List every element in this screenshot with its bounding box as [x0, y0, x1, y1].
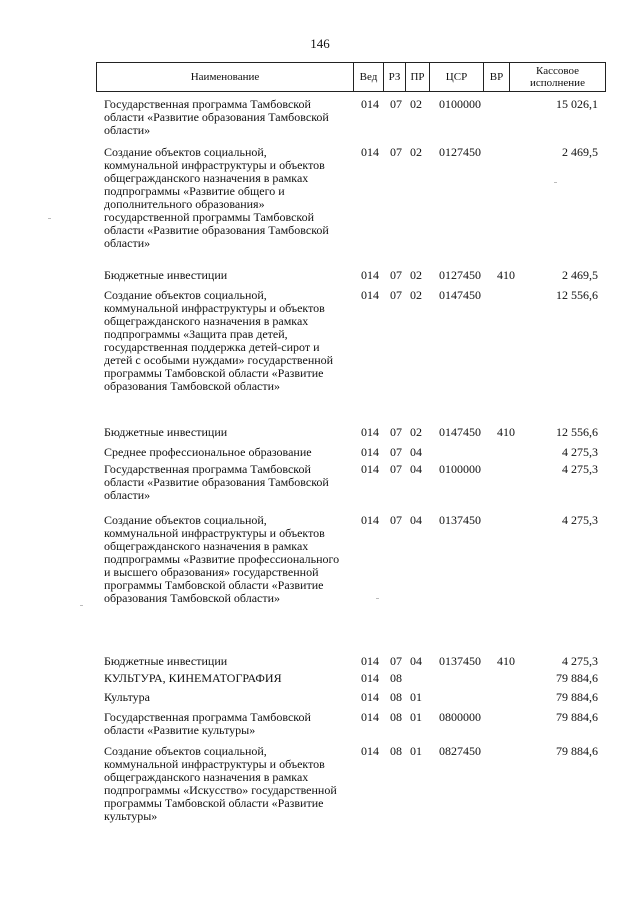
row-ved: 014 [361, 268, 379, 282]
row-csr: 0800000 [439, 710, 481, 724]
header-pr: ПР [405, 63, 429, 91]
row-rz: 07 [390, 425, 402, 439]
row-csr: 0147450 [439, 425, 481, 439]
header-sum: Кассовое исполнение [509, 63, 605, 91]
row-rz: 08 [390, 710, 402, 724]
row-pr: 04 [410, 462, 422, 476]
row-csr: 0100000 [439, 462, 481, 476]
row-sum: 79 884,6 [556, 710, 598, 724]
row-ved: 014 [361, 288, 379, 302]
row-ved: 014 [361, 145, 379, 159]
row-rz: 07 [390, 97, 402, 111]
row-sum: 79 884,6 [556, 744, 598, 758]
row-rz: 07 [390, 462, 402, 476]
header-rz: РЗ [383, 63, 405, 91]
row-name: Государственная программа Тамбовской области «Развитие образования Тамбовской области» [104, 462, 329, 502]
row-name: Государственная программа Тамбовской области «Развитие образования Тамбовской области» [104, 97, 329, 137]
row-pr: 02 [410, 145, 422, 159]
row-sum: 4 275,3 [562, 513, 598, 527]
row-ved: 014 [361, 445, 379, 459]
row-name: Среднее профессиональное образование [104, 445, 312, 459]
row-name: Бюджетные инвестиции [104, 268, 228, 282]
page-number: 146 [310, 36, 330, 51]
row-rz: 08 [390, 744, 402, 758]
row-sum: 2 469,5 [562, 268, 598, 282]
row-pr: 02 [410, 425, 422, 439]
row-rz: 07 [390, 145, 402, 159]
row-csr: 0137450 [439, 654, 481, 668]
row-ved: 014 [361, 425, 379, 439]
row-csr: 0127450 [439, 145, 481, 159]
row-rz: 07 [390, 268, 402, 282]
scan-mark [554, 182, 557, 183]
row-rz: 07 [390, 445, 402, 459]
row-ved: 014 [361, 671, 379, 685]
row-ved: 014 [361, 97, 379, 111]
row-name: Бюджетные инвестиции [104, 425, 228, 439]
row-pr: 01 [410, 690, 422, 704]
row-sum: 4 275,3 [562, 654, 598, 668]
row-pr: 04 [410, 445, 422, 459]
row-csr: 0100000 [439, 97, 481, 111]
scan-mark [48, 218, 51, 219]
row-ved: 014 [361, 462, 379, 476]
header-ved: Вед [353, 63, 383, 91]
row-pr: 02 [410, 97, 422, 111]
row-ved: 014 [361, 513, 379, 527]
row-sum: 79 884,6 [556, 671, 598, 685]
row-sum: 15 026,1 [556, 97, 598, 111]
row-ved: 014 [361, 690, 379, 704]
row-vr: 410 [497, 425, 515, 439]
row-csr: 0147450 [439, 288, 481, 302]
row-vr: 410 [497, 654, 515, 668]
header-name: Наименование [190, 71, 260, 83]
scan-mark [80, 605, 83, 606]
header-vr: ВР [483, 63, 509, 91]
row-csr: 0827450 [439, 744, 481, 758]
scan-mark [376, 598, 379, 599]
row-name: Государственная программа Тамбовской области «Развитие культуры» [104, 710, 311, 737]
row-name: Создание объектов социальной, коммунальной инфраструктуры и объектов общегражданского назначения в рамках подпрограммы «Развитие профессионального и высшего образования» государственной программы Тамбовской области «Развитие образования Тамбовской области» [104, 513, 340, 605]
row-ved: 014 [361, 744, 379, 758]
row-rz: 08 [390, 690, 402, 704]
row-name: Создание объектов социальной, коммунальной инфраструктуры и объектов общегражданского назначения в рамках подпрограммы «Развитие общего и дополнительного образования» государственной программы Тамбовской области «Развитие образования Тамбовской области» [104, 145, 329, 250]
header-csr: ЦСР [429, 63, 483, 91]
row-name: Бюджетные инвестиции [104, 654, 228, 668]
row-name: Создание объектов социальной, коммунальной инфраструктуры и объектов общегражданского назначения в рамках подпрограммы «Защита прав детей, государственная поддержка детей-сирот и детей с особыми нуждами» государственной программы Тамбовской области «Развитие образования Тамбовской области» [104, 288, 334, 393]
row-vr: 410 [497, 268, 515, 282]
row-pr: 01 [410, 710, 422, 724]
table-header [96, 62, 606, 92]
row-rz: 08 [390, 671, 402, 685]
row-sum: 2 469,5 [562, 145, 598, 159]
row-ved: 014 [361, 654, 379, 668]
row-sum: 12 556,6 [556, 425, 598, 439]
row-sum: 79 884,6 [556, 690, 598, 704]
row-rz: 07 [390, 288, 402, 302]
row-name: Создание объектов социальной, коммунальной инфраструктуры и объектов общегражданского назначения в рамках подпрограммы «Искусство» государственной программы Тамбовской области «Развитие культуры» [104, 744, 337, 823]
row-pr: 04 [410, 654, 422, 668]
row-name: КУЛЬТУРА, КИНЕМАТОГРАФИЯ [104, 671, 282, 685]
row-pr: 01 [410, 744, 422, 758]
row-pr: 02 [410, 288, 422, 302]
row-csr: 0137450 [439, 513, 481, 527]
row-sum: 4 275,3 [562, 445, 598, 459]
row-name: Культура [104, 690, 150, 704]
row-pr: 04 [410, 513, 422, 527]
row-sum: 4 275,3 [562, 462, 598, 476]
row-rz: 07 [390, 513, 402, 527]
row-rz: 07 [390, 654, 402, 668]
row-sum: 12 556,6 [556, 288, 598, 302]
row-csr: 0127450 [439, 268, 481, 282]
row-ved: 014 [361, 710, 379, 724]
row-pr: 02 [410, 268, 422, 282]
